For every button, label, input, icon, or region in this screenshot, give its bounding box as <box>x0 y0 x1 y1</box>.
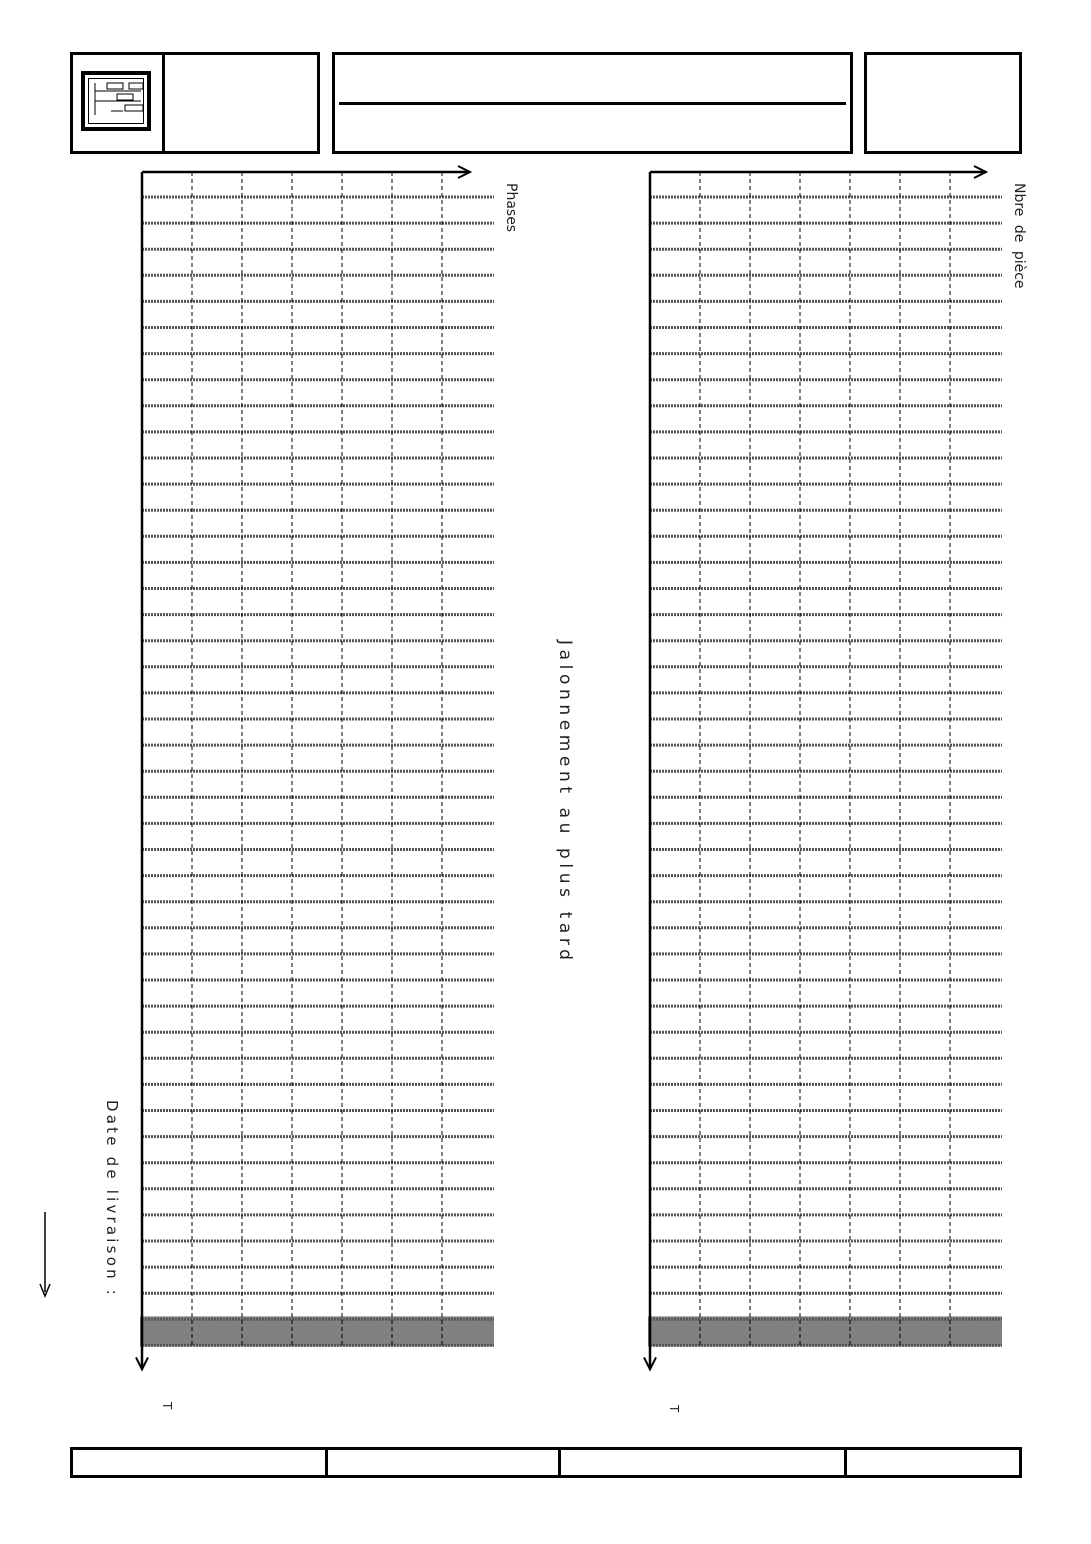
delivery-date-label: Date de livraison : <box>103 1100 121 1298</box>
down-arrow-icon <box>36 1212 56 1300</box>
time-axis-label-right: T <box>667 1405 681 1413</box>
header-logo-box <box>70 52 320 154</box>
time-axis-label-left: T <box>160 1402 174 1410</box>
header-title-box <box>332 52 853 154</box>
shaded-row <box>140 1316 494 1346</box>
footer-table <box>70 1447 1022 1478</box>
pieces-grid-svg <box>640 160 1010 1422</box>
phases-axis-label: Phases <box>503 183 519 233</box>
gantt-icon <box>85 75 147 127</box>
phases-grid-svg <box>132 160 512 1422</box>
pieces-grid <box>640 160 1010 1422</box>
page-title: Jalonnement au plus tard <box>555 640 575 965</box>
planning-logo <box>81 71 151 131</box>
title-divider <box>339 102 846 105</box>
phases-grid <box>132 160 512 1422</box>
header-reference-box <box>864 52 1022 154</box>
shaded-row <box>648 1316 1002 1346</box>
pieces-axis-label: Nbre de pièce <box>1011 183 1027 289</box>
